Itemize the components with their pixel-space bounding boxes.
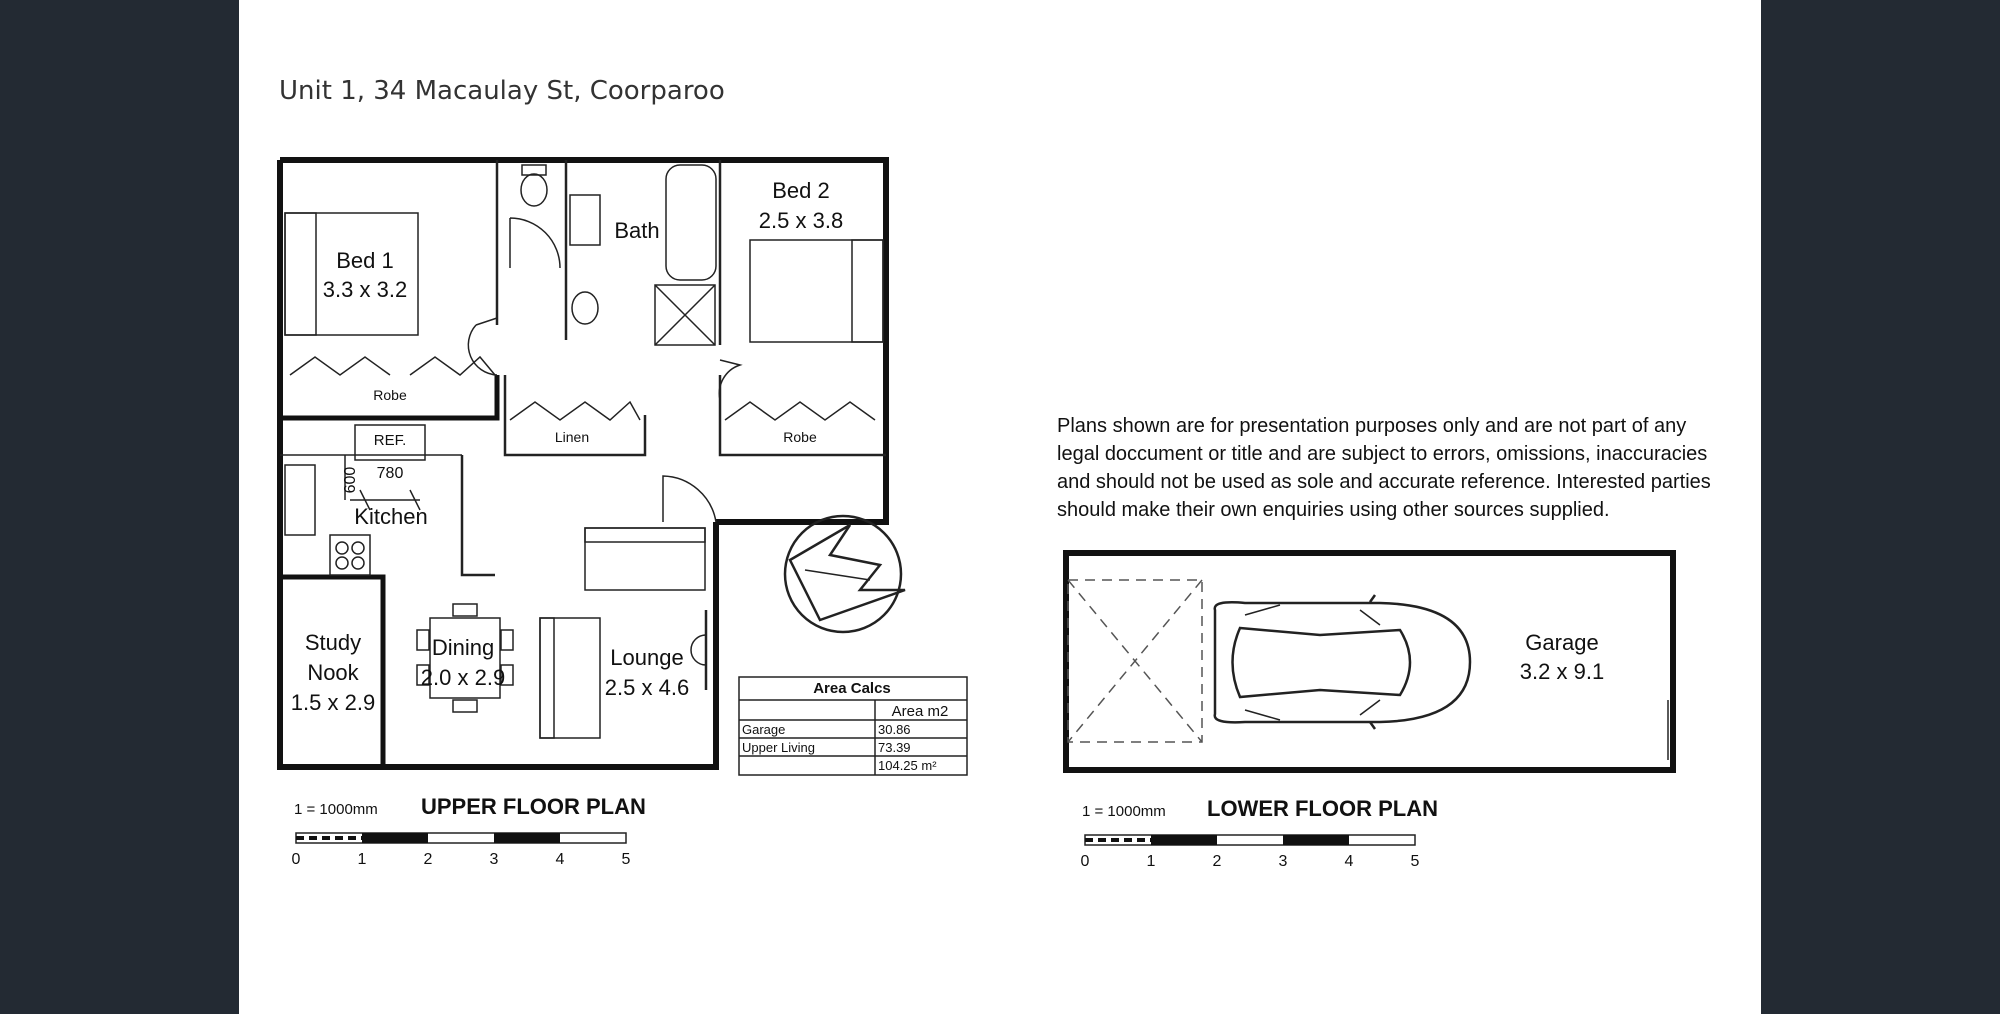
area-calcs-title: Area Calcs (813, 680, 891, 697)
study-size: 1.5 x 2.9 (290, 690, 376, 715)
disclaimer-line: should make their own enquiries using other sources supplied. (1057, 499, 1610, 521)
kitchen-label: Kitchen (354, 504, 428, 529)
scale-tick: 5 (1410, 853, 1420, 870)
scale-tick: 4 (555, 851, 565, 868)
study-label-line1: Study (304, 630, 362, 655)
scale-tick: 4 (1344, 853, 1354, 870)
bed2-name: Bed 2 (772, 178, 830, 203)
lounge-size: 2.5 x 4.6 (604, 675, 690, 700)
robe2-label: Robe (783, 429, 817, 445)
disclaimer-line: and should not be used as sole and accurate reference. Interested parties (1057, 471, 1711, 493)
scale-tick: 1 (357, 851, 367, 868)
scale-tick: 5 (621, 851, 631, 868)
lounge-name: Lounge (610, 645, 684, 670)
disclaimer-text (1057, 415, 1711, 521)
scale-tick: 2 (423, 851, 433, 868)
area-row-value: 30.86 (878, 722, 911, 737)
linen-label: Linen (554, 429, 590, 445)
lower-floor-plan (1066, 553, 1673, 770)
ref-label: REF. (373, 432, 407, 449)
scale-tick: 1 (1146, 853, 1156, 870)
upper-floor-plan (280, 160, 886, 767)
garage-size: 3.2 x 9.1 (1519, 659, 1605, 684)
bed1-size: 3.3 x 3.2 (322, 277, 408, 302)
area-total-value: 104.25 m² (878, 758, 937, 773)
upper-scale-note: 1 = 1000mm (294, 801, 378, 818)
north-compass-icon (785, 516, 905, 632)
area-row-label: Garage (742, 722, 786, 737)
scale-tick: 3 (489, 851, 499, 868)
disclaimer-line: legal doccument or title and are subject to errors, omissions, inaccuracies (1057, 443, 1708, 465)
area-row-label: Upper Living (742, 740, 815, 755)
scale-tick: 3 (1278, 853, 1288, 870)
dining-size: 2.0 x 2.9 (420, 665, 506, 690)
lower-scale-note: 1 = 1000mm (1082, 803, 1166, 820)
robe1-label: Robe (373, 387, 407, 403)
dimension-780: 780 (376, 465, 404, 482)
lower-floor-heading: LOWER FLOOR PLAN (1207, 796, 1438, 821)
area-calcs-col-header: Area m2 (891, 703, 949, 720)
bed2-size: 2.5 x 3.8 (758, 208, 844, 233)
car-icon (1215, 595, 1470, 729)
scale-tick: 2 (1212, 853, 1222, 870)
scale-tick: 0 (1080, 853, 1090, 870)
area-row-value: 73.39 (878, 740, 911, 755)
dimension-600: 600 (342, 466, 359, 494)
dining-name: Dining (431, 635, 495, 660)
bed1-name: Bed 1 (336, 248, 394, 273)
study-label-line2: Nook (307, 660, 359, 685)
bath-label: Bath (614, 218, 660, 243)
disclaimer-line: Plans shown are for presentation purposes only and are not part of any (1057, 415, 1687, 437)
upper-floor-heading: UPPER FLOOR PLAN (421, 794, 646, 819)
upper-scale-bar (292, 794, 646, 868)
garage-name: Garage (1525, 630, 1599, 655)
lower-scale-bar (1081, 796, 1438, 870)
scale-tick: 0 (291, 851, 301, 868)
area-calcs-table (739, 677, 967, 775)
property-address-title: Unit 1, 34 Macaulay St, Coorparoo (279, 76, 725, 106)
